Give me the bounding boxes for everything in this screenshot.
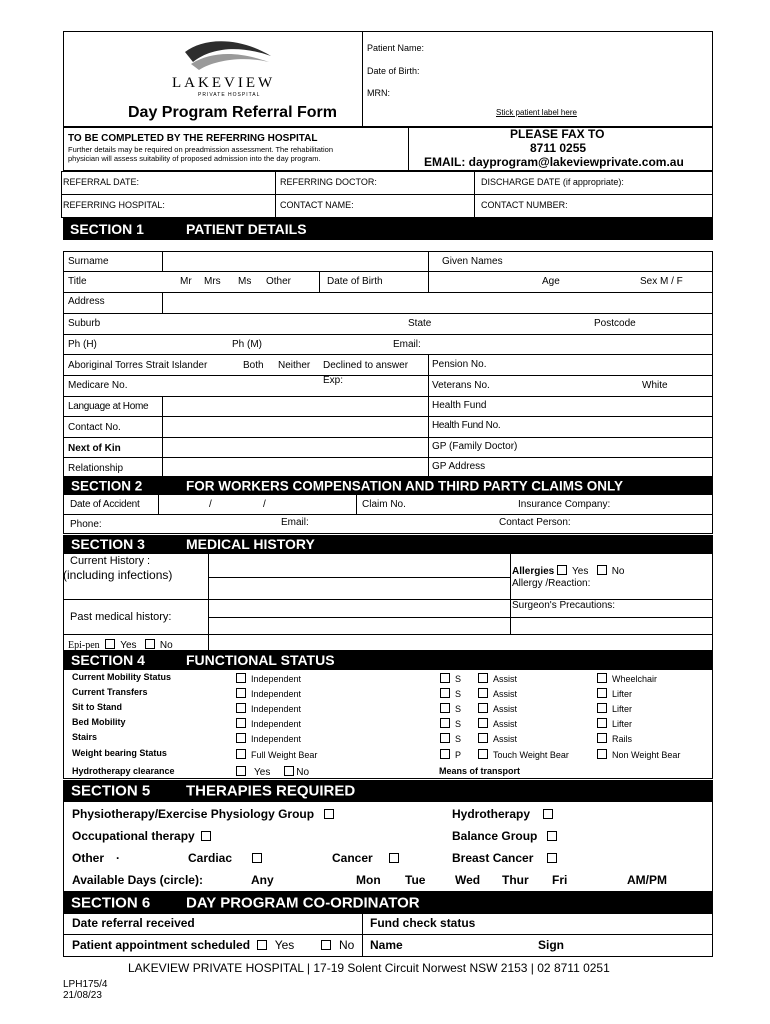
pd-col-line <box>428 354 429 477</box>
section-3-title: MEDICAL HISTORY <box>186 536 315 552</box>
functional-option-independent <box>236 718 301 729</box>
current-history-label: Current History : <box>70 555 151 567</box>
therapy-hydro-text: Hydrotherapy <box>452 807 531 821</box>
section-5-number: SECTION 5 <box>71 782 151 799</box>
therapy-cancer-checkbox[interactable] <box>389 853 399 863</box>
pension-label: Pension No. <box>432 359 487 370</box>
functional-supervision-label: S <box>455 704 462 714</box>
functional-independent-label: Independent <box>251 704 302 714</box>
day-thur[interactable]: Thur <box>502 873 529 887</box>
allergy-reaction-label: Allergy /Reaction: <box>512 578 591 589</box>
section-1-header <box>63 218 713 240</box>
patient-name-label: Patient Name: <box>367 43 425 53</box>
surgeon-precautions-label: Surgeon's Precautions: <box>512 600 616 611</box>
mh-col-line <box>510 553 511 634</box>
medicare-exp-label: Exp: <box>323 375 344 386</box>
wc-row-line <box>63 514 713 515</box>
pd-row-line <box>63 437 713 438</box>
functional-option-independent <box>236 703 301 714</box>
mh-row-line <box>208 577 510 578</box>
address-label: Address <box>68 296 105 307</box>
functional-supervision-label: S <box>455 689 462 699</box>
therapy-cancer-text: Cancer <box>332 851 373 865</box>
fax-number: 8711 0255 <box>530 141 587 155</box>
epipen-label: Epi-pen <box>68 640 100 651</box>
wc-col-line <box>158 494 159 514</box>
coordinator-sign-label: Sign <box>538 938 564 952</box>
section-1-title: PATIENT DETAILS <box>186 221 307 237</box>
aboriginal-neither[interactable]: Neither <box>278 360 311 371</box>
functional-option-independent <box>236 733 301 744</box>
functional-aid-label: Wheelchair <box>612 674 658 684</box>
referral-email: EMAIL: dayprogram@lakeviewprivate.com.au <box>424 155 684 169</box>
section-2-number: SECTION 2 <box>71 477 143 493</box>
means-of-transport-label: Means of transport <box>439 766 521 776</box>
functional-supervision-checkbox[interactable] <box>440 718 450 728</box>
veterans-label: Veterans No. <box>432 380 490 391</box>
appointment-no-label: No <box>338 938 355 952</box>
functional-supervision-checkbox[interactable] <box>440 749 450 759</box>
allergies-text: Allergies <box>512 566 555 577</box>
functional-aid-label: Lifter <box>612 719 633 729</box>
dob-label: Date of Birth <box>327 276 383 287</box>
functional-aid-label: Lifter <box>612 689 633 699</box>
day-fri[interactable]: Fri <box>552 873 568 887</box>
functional-option-assist <box>478 688 517 699</box>
sex-label: Sex M / F <box>640 276 683 287</box>
functional-option-aid <box>597 703 632 714</box>
functional-option-aid <box>597 718 632 729</box>
mh-row-line <box>63 599 713 600</box>
mh-row-line <box>208 617 713 618</box>
therapy-other-label: Other <box>72 851 105 865</box>
contact-no-label: Contact No. <box>68 422 121 433</box>
pd-row-line <box>63 416 713 417</box>
functional-independent-label: Independent <box>251 674 302 684</box>
functional-row-label: Bed Mobility <box>72 717 126 727</box>
form-code: LPH175/4 <box>63 979 108 990</box>
mh-row-line <box>63 634 713 635</box>
functional-aid-label: Non Weight Bear <box>612 750 681 760</box>
functional-independent-checkbox[interactable] <box>236 703 246 713</box>
section-6-number: SECTION 6 <box>71 894 151 911</box>
email-label: Email: <box>393 339 421 350</box>
section-4-number: SECTION 4 <box>71 652 145 668</box>
contact-name-label: CONTACT NAME: <box>280 200 354 210</box>
sticker-note: Stick patient label here <box>496 108 577 117</box>
day-any[interactable]: Any <box>251 873 274 887</box>
day-tue[interactable]: Tue <box>405 873 426 887</box>
functional-aid-label: Rails <box>612 734 633 744</box>
coordinator-name-label: Name <box>370 938 403 952</box>
functional-independent-checkbox[interactable] <box>236 718 246 728</box>
functional-independent-label: Independent <box>251 689 302 699</box>
therapy-hydro-label <box>452 808 558 820</box>
therapy-ot-label <box>72 830 216 842</box>
functional-independent-label: Independent <box>251 734 302 744</box>
functional-independent-checkbox[interactable] <box>236 688 246 698</box>
past-history-label: Past medical history: <box>70 611 172 623</box>
functional-option-independent <box>236 749 317 760</box>
pd-col-line <box>162 396 163 477</box>
contact-number-label: CONTACT NUMBER: <box>481 200 568 210</box>
form-date: 21/08/23 <box>63 990 102 1001</box>
functional-independent-label: Full Weight Bear <box>251 750 318 760</box>
therapy-breast-text: Breast Cancer <box>452 851 534 865</box>
fax-label: PLEASE FAX TO <box>510 127 605 141</box>
pd-col-line <box>428 251 429 292</box>
functional-option-supervision <box>440 718 461 729</box>
insurance-company-label: Insurance Company: <box>518 499 611 510</box>
brand-subtitle: PRIVATE HOSPITAL <box>198 92 261 98</box>
hydro-yes-label: Yes <box>254 767 271 778</box>
day-wed[interactable]: Wed <box>455 873 481 887</box>
health-fund-label: Health Fund <box>432 400 487 411</box>
pd-row-line <box>63 334 713 335</box>
therapy-cardiac-text: Cardiac <box>188 851 233 865</box>
claim-no-label: Claim No. <box>362 499 406 510</box>
functional-option-aid <box>597 733 632 744</box>
functional-supervision-checkbox[interactable] <box>440 703 450 713</box>
functional-option-supervision <box>440 688 461 699</box>
wc-phone-label: Phone: <box>70 519 102 530</box>
current-history-label-2: (including infections) <box>63 568 173 582</box>
therapy-balance-checkbox[interactable] <box>547 831 557 841</box>
title-other[interactable]: Other <box>266 276 292 287</box>
therapy-ot-checkbox[interactable] <box>201 831 211 841</box>
functional-aid-checkbox[interactable] <box>597 733 607 743</box>
gp-label: GP (Family Doctor) <box>432 441 518 452</box>
therapy-breast-label <box>452 852 562 864</box>
appointment-yes-label: Yes <box>274 938 295 952</box>
functional-row-label: Weight bearing Status <box>72 748 167 758</box>
functional-option-supervision <box>440 733 461 744</box>
functional-independent-checkbox[interactable] <box>236 749 246 759</box>
phone-home-label: Ph (H) <box>68 339 97 350</box>
accident-date-label: Date of Accident <box>70 499 140 510</box>
therapy-balance-text: Balance Group <box>452 829 538 843</box>
therapy-other-bullet: · <box>116 851 120 865</box>
section-1-number: SECTION 1 <box>70 221 144 237</box>
surname-label: Surname <box>68 256 109 267</box>
functional-assist-checkbox[interactable] <box>478 703 488 713</box>
functional-option-supervision <box>440 703 461 714</box>
pd-row-line <box>63 375 713 376</box>
appointment-text: Patient appointment scheduled <box>72 938 251 952</box>
pd-row-line <box>63 313 713 314</box>
functional-assist-label: Assist <box>493 674 518 684</box>
therapy-hydro-checkbox[interactable] <box>543 809 553 819</box>
relationship-label: Relationship <box>68 463 124 474</box>
available-days-label: Available Days (circle): <box>72 873 203 887</box>
functional-assist-checkbox[interactable] <box>478 749 488 759</box>
accident-date-slash-2: / <box>263 499 266 510</box>
functional-aid-checkbox[interactable] <box>597 703 607 713</box>
functional-aid-checkbox[interactable] <box>597 718 607 728</box>
referral-date-label: REFERRAL DATE: <box>63 177 140 187</box>
epipen-row <box>68 639 173 651</box>
functional-supervision-label: S <box>455 734 462 744</box>
functional-option-independent <box>236 673 301 684</box>
phone-mobile-label: Ph (M) <box>232 339 262 350</box>
functional-row-label: Stairs <box>72 732 98 742</box>
section-3-header <box>63 535 713 553</box>
fund-check-label: Fund check status <box>370 916 476 930</box>
functional-option-supervision <box>440 673 461 684</box>
lakeview-logo-swoosh-icon <box>183 38 273 74</box>
referrer-divider <box>408 127 409 171</box>
therapy-cancer-label <box>332 852 404 864</box>
functional-supervision-label: P <box>455 750 462 760</box>
aboriginal-both[interactable]: Both <box>243 360 264 371</box>
section-6-title: DAY PROGRAM CO-ORDINATOR <box>186 894 420 911</box>
patient-dob-label: Date of Birth: <box>367 66 420 76</box>
functional-option-assist <box>478 733 517 744</box>
section-4-title: FUNCTIONAL STATUS <box>186 652 335 668</box>
next-of-kin-label: Next of Kin <box>68 443 121 454</box>
appointment-no-checkbox[interactable] <box>321 940 331 950</box>
epipen-yes-checkbox[interactable] <box>105 639 115 649</box>
therapy-ot-text: Occupational therapy <box>72 829 195 843</box>
functional-independent-label: Independent <box>251 719 302 729</box>
coord-col-line <box>362 913 363 957</box>
referrer-heading: TO BE COMPLETED BY THE REFERRING HOSPITAL <box>68 133 318 144</box>
form-title: Day Program Referral Form <box>128 104 337 121</box>
therapy-breast-checkbox[interactable] <box>547 853 557 863</box>
functional-supervision-checkbox[interactable] <box>440 688 450 698</box>
functional-aid-checkbox[interactable] <box>597 749 607 759</box>
brand-name: LAKEVIEW <box>172 75 276 91</box>
section-4-header <box>63 651 713 669</box>
functional-row-label: Current Transfers <box>72 687 148 697</box>
referring-doctor-label: REFERRING DOCTOR: <box>280 177 377 187</box>
title-mr[interactable]: Mr <box>180 276 192 287</box>
section-5-title: THERAPIES REQUIRED <box>186 782 356 799</box>
functional-option-independent <box>236 688 301 699</box>
coord-row-line <box>63 934 713 935</box>
title-mrs[interactable]: Mrs <box>204 276 221 287</box>
accident-date-slash-1: / <box>209 499 212 510</box>
referrer-note-1: Further details may be required on preadmission assessment. The rehabilitation <box>68 145 333 154</box>
pd-row-line <box>63 396 713 397</box>
functional-independent-checkbox[interactable] <box>236 733 246 743</box>
therapy-physio-checkbox[interactable] <box>324 809 334 819</box>
aboriginal-label: Aboriginal Torres Strait Islander <box>68 360 208 371</box>
footer-address: LAKEVIEW PRIVATE HOSPITAL | 17-19 Solent Circuit Norwest NSW 2153 | 02 8711 0251 <box>128 961 610 975</box>
functional-option-aid <box>597 688 632 699</box>
functional-option-assist <box>478 718 517 729</box>
section-6-header <box>63 892 713 913</box>
functional-option-assist <box>478 673 517 684</box>
gp-address-label: GP Address <box>432 461 486 472</box>
functional-option-supervision <box>440 749 461 760</box>
language-label: Language at Home <box>68 401 149 412</box>
epipen-yes-label: Yes <box>120 640 137 651</box>
functional-option-aid <box>597 749 680 760</box>
header-divider <box>362 31 363 127</box>
hydro-no-label: No <box>296 767 310 778</box>
therapy-physio-text: Physiotherapy/Exercise Physiology Group <box>72 807 315 821</box>
pd-col-line <box>162 251 163 272</box>
health-fund-no-label: Health Fund No. <box>432 420 501 431</box>
pd-col-line <box>162 292 163 313</box>
wc-col-line <box>356 494 357 514</box>
functional-row-label: Sit to Stand <box>72 702 122 712</box>
appointment-label <box>72 939 354 951</box>
therapy-cardiac-label <box>188 852 267 864</box>
allergies-yes-checkbox[interactable] <box>557 565 567 575</box>
hydro-no-checkbox[interactable] <box>284 766 294 776</box>
functional-assist-label: Assist <box>493 689 518 699</box>
medicare-label: Medicare No. <box>68 380 128 391</box>
functional-supervision-checkbox[interactable] <box>440 733 450 743</box>
functional-aid-label: Lifter <box>612 704 633 714</box>
mh-col-line <box>208 553 209 651</box>
functional-option-assist <box>478 749 569 760</box>
postcode-label: Postcode <box>594 318 636 329</box>
epipen-no-checkbox[interactable] <box>145 639 155 649</box>
epipen-no-label: No <box>159 640 173 651</box>
therapy-cardiac-checkbox[interactable] <box>252 853 262 863</box>
allergies-yes-label: Yes <box>572 566 589 577</box>
therapy-balance-label <box>452 830 562 842</box>
pd-row-line <box>63 292 713 293</box>
hydro-clearance-options <box>236 766 309 778</box>
wc-contact-label: Contact Person: <box>499 517 571 528</box>
referral-col-line-2 <box>474 171 475 218</box>
section-3-number: SECTION 3 <box>71 536 145 552</box>
day-ampm[interactable]: AM/PM <box>627 873 667 887</box>
functional-assist-checkbox[interactable] <box>478 733 488 743</box>
appointment-yes-checkbox[interactable] <box>257 940 267 950</box>
referral-row-line <box>61 194 713 195</box>
functional-aid-checkbox[interactable] <box>597 673 607 683</box>
functional-assist-label: Touch Weight Bear <box>493 750 569 760</box>
pd-row-line <box>63 457 713 458</box>
functional-option-assist <box>478 703 517 714</box>
functional-independent-checkbox[interactable] <box>236 673 246 683</box>
functional-assist-label: Assist <box>493 719 518 729</box>
title-label: Title <box>68 276 87 287</box>
section-2-title: FOR WORKERS COMPENSATION AND THIRD PARTY CLAIMS ONLY <box>186 477 624 493</box>
functional-supervision-checkbox[interactable] <box>440 673 450 683</box>
referral-col-line-1 <box>275 171 276 218</box>
allergies-label <box>512 565 625 577</box>
title-ms[interactable]: Ms <box>238 276 252 287</box>
wc-email-label: Email: <box>281 517 309 528</box>
veterans-white-label: White <box>642 380 668 391</box>
suburb-label: Suburb <box>68 318 101 329</box>
functional-supervision-label: S <box>455 674 462 684</box>
allergies-no-checkbox[interactable] <box>597 565 607 575</box>
section-5-header <box>63 780 713 801</box>
state-label: State <box>408 318 432 329</box>
functional-option-aid <box>597 673 657 684</box>
section-2-header <box>63 477 713 494</box>
pd-col-line <box>319 271 320 292</box>
discharge-date-label: DISCHARGE DATE (if appropriate): <box>481 177 624 187</box>
allergies-no-label: No <box>611 566 625 577</box>
functional-supervision-label: S <box>455 719 462 729</box>
aboriginal-declined[interactable]: Declined to answer <box>323 360 409 371</box>
functional-assist-label: Assist <box>493 734 518 744</box>
functional-aid-checkbox[interactable] <box>597 688 607 698</box>
pd-row-line <box>63 354 713 355</box>
hydro-yes-checkbox[interactable] <box>236 766 246 776</box>
date-received-label: Date referral received <box>72 916 195 930</box>
therapy-physio-label <box>72 808 339 820</box>
functional-assist-checkbox[interactable] <box>478 673 488 683</box>
day-mon[interactable]: Mon <box>356 873 381 887</box>
functional-assist-label: Assist <box>493 704 518 714</box>
patient-mrn-label: MRN: <box>367 88 390 98</box>
hydro-clearance-label: Hydrotherapy clearance <box>72 766 175 776</box>
functional-assist-checkbox[interactable] <box>478 718 488 728</box>
age-label: Age <box>542 276 560 287</box>
pd-row-line <box>63 271 713 272</box>
referring-hospital-label: REFERRING HOSPITAL: <box>63 200 165 210</box>
given-names-label: Given Names <box>442 256 503 267</box>
functional-assist-checkbox[interactable] <box>478 688 488 698</box>
functional-row-label: Current Mobility Status <box>72 672 172 682</box>
referrer-note-2: physician will assess suitability of proposed admission into the day program. <box>68 154 321 163</box>
